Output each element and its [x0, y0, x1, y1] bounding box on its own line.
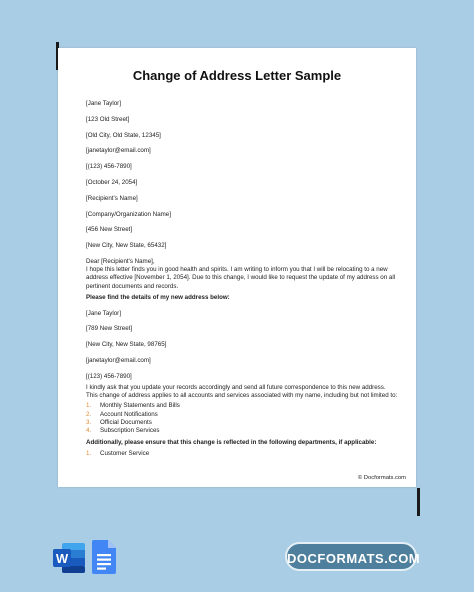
sender-name: [Jane Taylor] — [86, 100, 121, 107]
sender-email: [janetaylor@email.com] — [86, 147, 151, 155]
new-address-phone: [(123) 456-7890] — [86, 372, 132, 380]
recipient-street: [456 New Street] — [86, 226, 133, 234]
svg-text:W: W — [55, 551, 69, 566]
sender-phone: [(123) 456-7890] — [86, 163, 132, 171]
sender-street: [123 Old Street] — [86, 115, 130, 123]
services-list — [86, 402, 398, 435]
new-address-name: [Jane Taylor] — [86, 309, 121, 317]
new-address-email: [janetaylor@email.com] — [86, 356, 151, 364]
departments-list — [86, 450, 398, 458]
departments-heading: Additionally, please ensure that this change is reflected in the following departments, if applicable: — [86, 439, 377, 447]
list-item: 1. Customer Service — [86, 450, 150, 458]
details-heading: Please find the details of my new address below: — [86, 293, 230, 301]
list-item: 3. Official Documents — [86, 418, 152, 426]
list-item: 4. Subscription Services — [86, 426, 160, 434]
intro-paragraph: I hope this letter finds you in good health and spirits. I am writing to inform you that I will be relocating to a new address effective [November 1, 2054]. Due to this change, I would like to request the update of my address on all pertinent documents and records. — [86, 266, 396, 290]
list-item: 1. Monthly Statements and Bills — [86, 402, 180, 410]
document-title: Change of Address Letter Sample — [132, 68, 342, 83]
letter-body — [86, 100, 398, 459]
copyright-credit: © Docformats.com — [357, 475, 406, 481]
word-icon[interactable] — [52, 542, 86, 574]
recipient-city: [New City, New State, 65432] — [86, 242, 167, 250]
sender-city: [Old City, Old State, 12345] — [86, 131, 161, 139]
document-page — [58, 48, 416, 487]
google-docs-icon[interactable] — [92, 540, 116, 574]
list-item: 2. Account Notifications — [86, 410, 158, 418]
letter-date: [October 24, 2054] — [86, 178, 138, 186]
salutation: Dear [Recipient's Name], — [86, 257, 155, 265]
new-address-city: [New City, New State, 98765] — [86, 341, 167, 349]
page-edge-accent-bottom — [417, 488, 420, 516]
docformats-brand-badge[interactable]: DOCFORMATS.COM — [285, 542, 417, 571]
request-paragraph: I kindly ask that you update your records accordingly and send all future correspondence to this new address. This change of address applies to all accounts and services associated with my name, including but not limited to: — [86, 383, 398, 400]
recipient-name: [Recipient's Name] — [86, 194, 138, 202]
recipient-company: [Company/Organization Name] — [86, 210, 171, 218]
new-address-street: [789 New Street] — [86, 325, 133, 333]
